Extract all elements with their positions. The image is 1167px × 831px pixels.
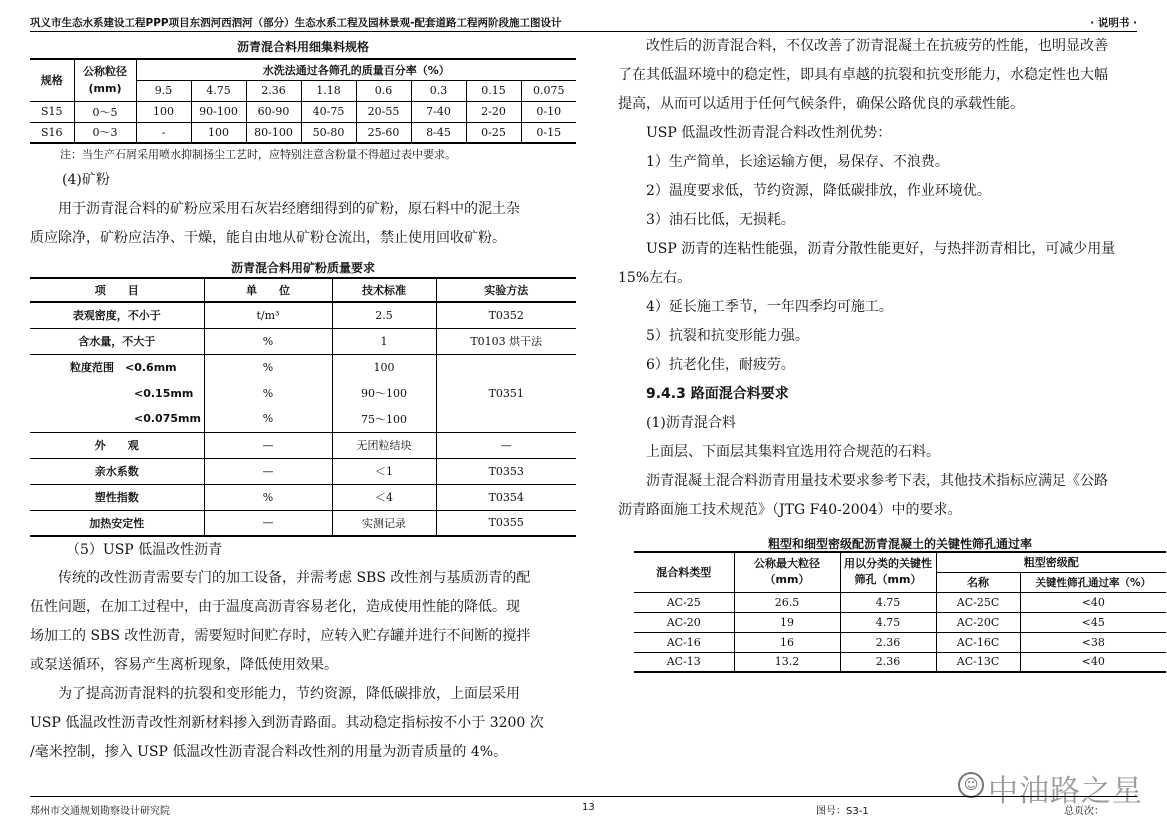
sieve-size: 1.18 bbox=[301, 80, 356, 101]
table2-header: 实验方法 bbox=[436, 278, 576, 302]
paragraph: 提高，从而可以适用于任何气候条件，确保公路优良的承载性能。 bbox=[618, 96, 1024, 112]
cell-value: 7-40 bbox=[411, 101, 466, 122]
table-row bbox=[30, 328, 576, 354]
cell-standard: ＜4 bbox=[332, 484, 436, 510]
table-row bbox=[30, 458, 576, 484]
table2-header: 技术标准 bbox=[332, 278, 436, 302]
table2-header: 项 目 bbox=[30, 278, 204, 302]
sieve-size: 4.75 bbox=[191, 80, 246, 101]
paragraph: USP 沥青的连粘性能强，沥青分散性能更好，与热拌沥青相比，可减少用量 bbox=[646, 241, 1116, 257]
cell-item: 表观密度，不小于 bbox=[30, 302, 204, 328]
left-column bbox=[30, 32, 576, 767]
cell-max: 13.2 bbox=[734, 652, 840, 672]
paragraph: 沥青路面施工技术规范》（JTG F40-2004）中的要求。 bbox=[618, 502, 962, 518]
cell-max: 16 bbox=[734, 632, 840, 652]
cell-value: 0-25 bbox=[466, 122, 521, 143]
cell-item: 含水量，不大于 bbox=[30, 328, 204, 354]
header-title: 巩义市生态水系建设工程PPP项目东泗河西泗河（部分）生态水系工程及园林景观-配套道路工程两阶段施工图设计 bbox=[30, 17, 562, 29]
footer-drawing-no: 图号：S3-1 bbox=[816, 806, 869, 817]
cell-name: AC-25C bbox=[936, 592, 1020, 612]
cell-unit: — bbox=[204, 458, 332, 484]
cell-value: 0-10 bbox=[521, 101, 576, 122]
paragraph: /毫米控制，掺入 USP 低温改性沥青混合料改性剂的用量为沥青质量的 4%。 bbox=[30, 744, 508, 760]
cell-method: T0352 bbox=[436, 302, 576, 328]
list-item: 6）抗老化佳，耐疲劳。 bbox=[646, 357, 795, 373]
cell-rate: <40 bbox=[1020, 652, 1166, 672]
paragraph: 场加工的 SBS 改性沥青，需要短时间贮存时，应转入贮存罐并进行不间断的搅拌 bbox=[30, 628, 531, 644]
table-row bbox=[30, 122, 576, 143]
footer-page-number: 13 bbox=[582, 802, 595, 813]
watermark-text: 中油路之星 bbox=[988, 774, 1143, 809]
cell-max: 19 bbox=[734, 612, 840, 632]
cell-value: 25-60 bbox=[356, 122, 411, 143]
page-header bbox=[30, 8, 1137, 32]
table3-title: 粗型和细型密级配沥青混凝土的关键性筛孔通过率 bbox=[767, 537, 1032, 551]
cell-value: 0-15 bbox=[521, 122, 576, 143]
paragraph: 沥青混凝土混合料沥青用量技术要求参考下表，其他技术指标应满足《公路 bbox=[646, 473, 1108, 489]
list-item: 3）油石比低，无损耗。 bbox=[646, 212, 795, 228]
cell-item: 加热安定性 bbox=[30, 510, 204, 536]
paragraph: (1)沥青混合料 bbox=[646, 415, 736, 431]
cell-type: AC-20 bbox=[634, 612, 734, 632]
table-row bbox=[634, 632, 1166, 652]
table-row bbox=[30, 101, 576, 122]
cell-method: T0103 烘干法 bbox=[436, 328, 576, 354]
usp-heading: （5）USP 低温改性沥青 bbox=[66, 542, 223, 558]
fine-aggregate-table bbox=[30, 58, 576, 144]
paragraph: 质应除净，矿粉应洁净、干燥，能自由地从矿粉仓流出，禁止使用回收矿粉。 bbox=[30, 230, 506, 246]
cell-value: 40-75 bbox=[301, 101, 356, 122]
paragraph: 改性后的沥青混合料，不仅改善了沥青混凝土在抗疲劳的性能，也明显改善 bbox=[646, 38, 1108, 54]
table-row bbox=[30, 432, 576, 458]
cell-unit: % bbox=[204, 354, 332, 380]
table-row bbox=[634, 612, 1166, 632]
cell-standard: 实测记录 bbox=[332, 510, 436, 536]
list-item: 2）温度要求低，节约资源，降低碳排放，作业环境优。 bbox=[646, 183, 991, 199]
paragraph: USP 低温改性沥青混合料改性剂优势： bbox=[646, 125, 892, 141]
cell-type: AC-13 bbox=[634, 652, 734, 672]
cell-item: <0.075mm bbox=[30, 406, 204, 432]
table3-header-max: 公称最大粒径（mm） bbox=[734, 552, 840, 592]
sieve-size: 2.36 bbox=[246, 80, 301, 101]
paragraph: 或泵送循环，容易产生离析现象，降低使用效果。 bbox=[30, 657, 338, 673]
paragraph: 了在其低温环境中的稳定性，即具有卓越的抗裂和抗变形能力，水稳定性也大幅 bbox=[618, 67, 1108, 83]
sieve-size: 9.5 bbox=[136, 80, 191, 101]
cell-value: 100 bbox=[191, 122, 246, 143]
paragraph: 用于沥青混合料的矿粉应采用石灰岩经磨细得到的矿粉，原石料中的泥土杂 bbox=[58, 201, 520, 217]
paragraph: 为了提高沥青混料的抗裂和变形能力，节约资源，降低碳排放，上面层采用 bbox=[58, 686, 520, 702]
table2-title: 沥青混合料用矿粉质量要求 bbox=[230, 261, 375, 275]
cell-value: 100 bbox=[136, 101, 191, 122]
paragraph: 15%左右。 bbox=[618, 270, 692, 286]
dense-grade-table bbox=[634, 551, 1166, 673]
cell-key: 4.75 bbox=[840, 592, 936, 612]
sieve-size: 0.15 bbox=[466, 80, 521, 101]
cell-method: — bbox=[436, 432, 576, 458]
table-row bbox=[634, 652, 1166, 672]
cell-method: T0354 bbox=[436, 484, 576, 510]
cell-item: 亲水系数 bbox=[30, 458, 204, 484]
cell-name: AC-16C bbox=[936, 632, 1020, 652]
list-item: 5）抗裂和抗变形能力强。 bbox=[646, 328, 809, 344]
cell-standard: 75～100 bbox=[332, 406, 436, 432]
list-item: 1）生产简单，长途运输方便，易保存、不浪费。 bbox=[646, 154, 949, 170]
paragraph: 传统的改性沥青需要专门的加工设备，并需考虑 SBS 改性剂与基质沥青的配 bbox=[58, 570, 531, 586]
cell-item: <0.15mm bbox=[30, 380, 204, 406]
table3-header-coarse: 粗型密级配 bbox=[936, 552, 1166, 572]
cell-item: 塑性指数 bbox=[30, 484, 204, 510]
cell-spec: S16 bbox=[30, 122, 74, 143]
table-row bbox=[30, 354, 576, 380]
cell-key: 2.36 bbox=[840, 632, 936, 652]
mineral-powder-table bbox=[30, 277, 576, 537]
table3-header-rate: 关键性筛孔通过率（%） bbox=[1020, 572, 1166, 592]
cell-rate: <45 bbox=[1020, 612, 1166, 632]
header-doc-type: · 说明书 · bbox=[1090, 17, 1137, 29]
table2-header: 单 位 bbox=[204, 278, 332, 302]
mineral-heading: (4)矿粉 bbox=[62, 172, 110, 188]
table-row bbox=[30, 510, 576, 536]
cell-value: 50-80 bbox=[301, 122, 356, 143]
table3-header-type: 混合料类型 bbox=[634, 552, 734, 592]
cell-value: 90-100 bbox=[191, 101, 246, 122]
cell-max: 26.5 bbox=[734, 592, 840, 612]
table1-note: 注：当生产石屑采用喷水抑制扬尘工艺时，应特别注意含粉量不得超过表中要求。 bbox=[60, 148, 456, 161]
table-row bbox=[634, 592, 1166, 612]
cell-unit: — bbox=[204, 432, 332, 458]
table1-header-pass: 水洗法通过各筛孔的质量百分率（%） bbox=[136, 59, 576, 80]
cell-size: 0～5 bbox=[74, 101, 136, 122]
cell-name: AC-20C bbox=[936, 612, 1020, 632]
cell-name: AC-13C bbox=[936, 652, 1020, 672]
paragraph: 伍性问题，在加工过程中，由于温度高沥青容易老化，造成使用性能的降低。现 bbox=[30, 599, 520, 615]
table3-wrapper bbox=[634, 535, 1166, 673]
table3-header-name: 名称 bbox=[936, 572, 1020, 592]
cell-standard: 100 bbox=[332, 354, 436, 380]
sieve-size: 0.3 bbox=[411, 80, 466, 101]
paragraph: USP 低温改性沥青改性剂新材料掺入到沥青路面。其动稳定指标按不小于 3200 次 bbox=[30, 715, 544, 731]
table1-header-spec: 规格 bbox=[30, 59, 74, 101]
cell-value: 2-20 bbox=[466, 101, 521, 122]
sieve-size: 0.075 bbox=[521, 80, 576, 101]
cell-unit: % bbox=[204, 484, 332, 510]
table-row bbox=[30, 484, 576, 510]
footer-institute: 郑州市交通规划勘察设计研究院 bbox=[30, 806, 170, 817]
cell-unit: — bbox=[204, 510, 332, 536]
paragraph: 上面层、下面层其集料宜选用符合规范的石料。 bbox=[646, 444, 940, 460]
cell-standard: 2.5 bbox=[332, 302, 436, 328]
cell-standard: 1 bbox=[332, 328, 436, 354]
cell-method: T0353 bbox=[436, 458, 576, 484]
cell-unit: t/m³ bbox=[204, 302, 332, 328]
cell-standard: ＜1 bbox=[332, 458, 436, 484]
cell-method: T0351 bbox=[436, 354, 576, 432]
cell-value: - bbox=[136, 122, 191, 143]
cell-size: 0～3 bbox=[74, 122, 136, 143]
cell-item: 外 观 bbox=[30, 432, 204, 458]
cell-type: AC-16 bbox=[634, 632, 734, 652]
cell-item: 粒度范围 <0.6mm bbox=[30, 354, 204, 380]
table1-title: 沥青混合料用细集料规格 bbox=[236, 40, 369, 54]
section-heading: 9.4.3 路面混合料要求 bbox=[646, 386, 789, 402]
cell-key: 4.75 bbox=[840, 612, 936, 632]
right-column bbox=[618, 32, 1152, 673]
page-footer bbox=[30, 796, 1137, 818]
cell-rate: <40 bbox=[1020, 592, 1166, 612]
cell-unit: % bbox=[204, 328, 332, 354]
cell-value: 20-55 bbox=[356, 101, 411, 122]
cell-method: T0355 bbox=[436, 510, 576, 536]
sieve-size: 0.6 bbox=[356, 80, 411, 101]
cell-unit: % bbox=[204, 380, 332, 406]
cell-rate: <38 bbox=[1020, 632, 1166, 652]
list-item: 4）延长施工季节，一年四季均可施工。 bbox=[646, 299, 893, 315]
wechat-icon: ☺ bbox=[958, 772, 984, 798]
cell-value: 80-100 bbox=[246, 122, 301, 143]
cell-type: AC-25 bbox=[634, 592, 734, 612]
cell-value: 60-90 bbox=[246, 101, 301, 122]
footer-total-pages: 总页次： bbox=[1064, 806, 1104, 817]
cell-unit: % bbox=[204, 406, 332, 432]
table1-header-size: 公称粒径(mm) bbox=[74, 59, 136, 101]
cell-standard: 90～100 bbox=[332, 380, 436, 406]
cell-spec: S15 bbox=[30, 101, 74, 122]
cell-standard: 无团粒结块 bbox=[332, 432, 436, 458]
cell-key: 2.36 bbox=[840, 652, 936, 672]
table-row bbox=[30, 302, 576, 328]
cell-value: 8-45 bbox=[411, 122, 466, 143]
table3-header-key: 用以分类的关键性筛孔（mm） bbox=[840, 552, 936, 592]
